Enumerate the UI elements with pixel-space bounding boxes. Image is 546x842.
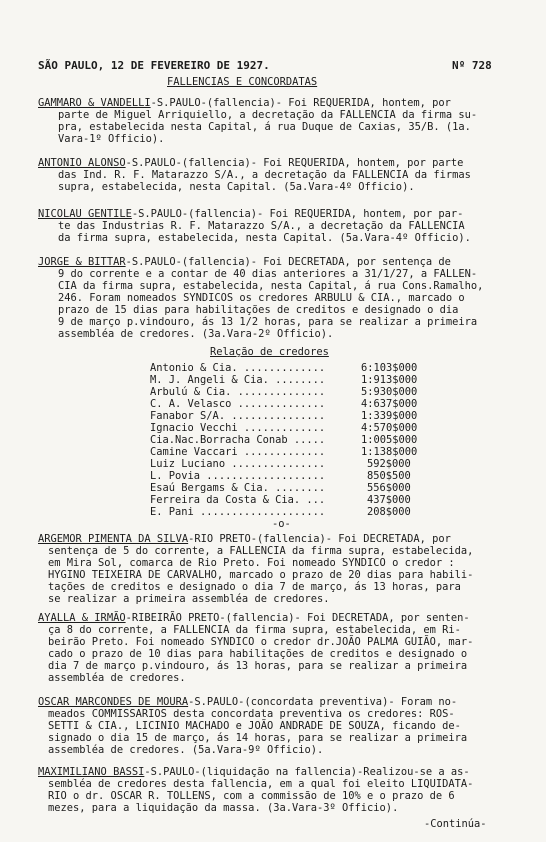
entry-line: signado o dia 15 de março, ás 14 horas, para se realizar a primeira xyxy=(48,732,468,744)
creditor-amount: 6:103$000 xyxy=(361,362,418,374)
entry-line xyxy=(38,612,470,624)
creditor-amount: 4:637$000 xyxy=(361,398,418,410)
creditor-name: Antonio & Cia. ............. xyxy=(150,362,326,374)
creditor-amount: 1:138$000 xyxy=(361,446,418,458)
entry-name: OSCAR MARCONDES DE MOURA xyxy=(38,696,189,708)
entry-name: NICOLAU GENTILE xyxy=(38,208,132,220)
entry-line: sentença de 5 do corrente, a FALLENCIA da firma supra, estabelecida, xyxy=(48,545,474,557)
creditor-name: Ferreira da Costa & Cia. ... xyxy=(150,494,326,506)
creditor-name: M. J. Angeli & Cia. ........ xyxy=(150,374,326,386)
entry-line: 246. Foram nomeados SYNDICOS os credores ARBULU & CIA., marcado o xyxy=(58,292,465,304)
entry-line xyxy=(38,97,451,109)
creditor-name: C. A. Velasco .............. xyxy=(150,398,326,410)
entry-line: meados COMMISSARIOS desta concordata preventiva os credores: ROS- xyxy=(48,708,455,720)
entry-text: -S.PAULO-(concordata preventiva)- Foram no- xyxy=(188,696,458,708)
creditor-amount: 5:930$000 xyxy=(361,386,418,398)
creditor-name: Arbulú & Cia. .............. xyxy=(150,386,326,398)
entry-line: cado o prazo de 10 dias para habilitações de creditos e designado o xyxy=(48,648,468,660)
section-divider: -o- xyxy=(272,518,291,530)
entry-line xyxy=(38,696,457,708)
creditor-name: Esaú Bergams & Cia. ........ xyxy=(150,482,326,494)
creditor-amount: 1:005$000 xyxy=(361,434,418,446)
creditor-amount: 437$000 xyxy=(367,494,411,506)
entry-line: dia 7 de março p.vindouro, ás 13 horas, para se realizar a primeira xyxy=(48,660,468,672)
entry-text: -S.PAULO-(liquidação na fallencia)-Realizou-se a as- xyxy=(144,766,470,778)
creditor-name: Cia.Nac.Borracha Conab ..... xyxy=(150,434,326,446)
entry-name: MAXIMILIANO BASSI xyxy=(38,766,145,778)
entry-line: supra, estabelecida, nesta Capital. (5a.Vara-4º Officio). xyxy=(58,181,415,193)
creditor-name: L. Povia ................... xyxy=(150,470,326,482)
entry-line: assembléa de credores. (3a.Vara-2º Officio). xyxy=(58,328,334,340)
entry-text: -S.PAULO-(fallencia)- Foi DECRETADA, por sentença de xyxy=(125,256,451,268)
entry-name: ANTONIO ALONSO xyxy=(38,157,126,169)
creditor-amount: 1:339$000 xyxy=(361,410,418,422)
entry-line xyxy=(38,157,463,169)
creditor-name: E. Pani .................... xyxy=(150,506,326,518)
entry-line: em Mira Sol, comarca de Rio Preto. Foi nomeado SYNDICO o credor : xyxy=(48,557,455,569)
creditor-amount: 850$500 xyxy=(367,470,411,482)
entry-line: CIA da firma supra, estabelecida, nesta Capital, á rua Cons.Ramalho, xyxy=(58,280,484,292)
creditor-amount: 1:913$000 xyxy=(361,374,418,386)
bulletin-number: Nº 728 xyxy=(452,59,492,72)
entry-name: JORGE & BITTAR xyxy=(38,256,126,268)
entry-text: -S.PAULO-(fallencia)- Foi REQUERIDA, hontem, por par- xyxy=(131,208,464,220)
entry-line: Vara-1º Officio). xyxy=(58,133,165,145)
entry-text: -S.PAULO-(fallencia)- Foi REQUERIDA, hontem, por parte xyxy=(125,157,464,169)
creditor-amount: 592$000 xyxy=(367,458,411,470)
entry-line: 9 do corrente e a contar de 40 dias anteriores a 31/1/27, a FALLEN- xyxy=(58,268,478,280)
entry-name: GAMMARO & VANDELLI xyxy=(38,97,151,109)
entry-line: tações de creditos e designado o dia 7 de março, ás 13 horas, para xyxy=(48,581,461,593)
entry-line: se realizar a primeira assembléa de credores. xyxy=(48,593,330,605)
entry-name: ARGEMOR PIMENTA DA SILVA xyxy=(38,533,189,545)
creditor-name: Fanabor S/A. ............... xyxy=(150,410,326,422)
continua-footer: -Continúa- xyxy=(424,818,487,830)
entry-line xyxy=(38,533,451,545)
entry-line: prazo de 15 dias para habilitações de creditos e designado o dia xyxy=(58,304,459,316)
entry-text: -S.PAULO-(fallencia)- Foi REQUERIDA, hontem, por xyxy=(150,97,451,109)
entry-line: das Ind. R. F. Matarazzo S/A., a decretação da FALLENCIA da firmas xyxy=(58,169,471,181)
place-date: SÃO PAULO, 12 DE FEVEREIRO DE 1927. xyxy=(38,59,270,72)
entry-line xyxy=(38,256,451,268)
entry-line: 9 de março p.vindouro, ás 13 1/2 horas, para se realizar a primeira xyxy=(58,316,478,328)
entry-text: -RIBEIRÃO PRETO-(fallencia)- Foi DECRETADA, por senten- xyxy=(125,612,470,624)
entry-name: AYALLA & IRMÃO xyxy=(38,612,126,624)
entry-line: beirão Preto. Foi nomeado SYNDICO o credor dr.JOÃO PALMA GUIÃO, mar- xyxy=(48,636,474,648)
entry-line: mezes, para a liquidação da massa. (3a.Vara-3º Officio). xyxy=(48,802,399,814)
entry-line: SETTI & CIA., LICINIO MACHADO e JOÃO ANDRADE DE SOUZA, ficando de- xyxy=(48,720,461,732)
entry-line: parte de Miguel Arriquiello, a decretação da FALLENCIA da firma su- xyxy=(58,109,478,121)
entry-line: da firma supra, estabelecida, nesta Capital. (5a.Vara-4º Officio). xyxy=(58,232,471,244)
creditors-title: Relação de credores xyxy=(210,346,329,358)
creditor-amount: 208$000 xyxy=(367,506,411,518)
creditor-amount: 556$000 xyxy=(367,482,411,494)
creditor-name: Camine Vaccari ............. xyxy=(150,446,326,458)
entry-line: ça 8 do corrente, a FALLENCIA da firma supra, estabelecida, em Ri- xyxy=(48,624,461,636)
entry-line: te das Industrias R. F. Matarazzo S/A., a decretação da FALLENCIA xyxy=(58,220,465,232)
entry-line: HYGINO TEIXEIRA DE CARVALHO, marcado o prazo de 20 dias para habili- xyxy=(48,569,474,581)
entry-line xyxy=(38,208,463,220)
entry-line: pra, estabelecida nesta Capital, á rua Duque de Caxias, 35/B. (1a. xyxy=(58,121,471,133)
creditor-amount: 4:570$000 xyxy=(361,422,418,434)
entry-line: sembléa de credores desta fallencia, em a qual foi eleito LIQUIDATA- xyxy=(48,778,474,790)
entry-line: RIO o dr. OSCAR R. TOLLENS, com a commissão de 10% e o prazo de 6 xyxy=(48,790,455,802)
entry-line: assembléa de credores. (5a.Vara-9º Officio). xyxy=(48,744,324,756)
creditor-name: Ignacio Vecchi ............. xyxy=(150,422,326,434)
section-title: FALLENCIAS E CONCORDATAS xyxy=(167,76,318,88)
entry-line: assembléa de credores. xyxy=(48,672,186,684)
creditor-name: Luiz Luciano ............... xyxy=(150,458,326,470)
entry-line xyxy=(38,766,470,778)
entry-text: -RIO PRETO-(fallencia)- Foi DECRETADA, por xyxy=(188,533,451,545)
